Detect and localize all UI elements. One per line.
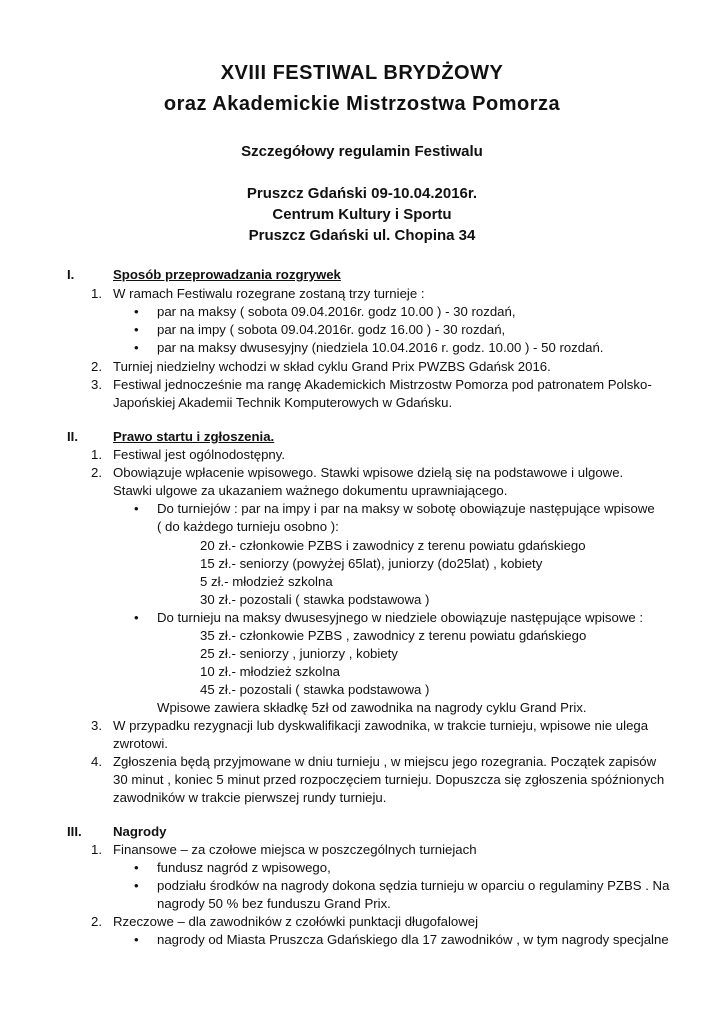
- list-number: 3.: [91, 377, 102, 392]
- list-item: Zgłoszenia będą przyjmowane w dniu turnieju , w miejscu jego rozegrania. Początek zapisów: [113, 754, 657, 769]
- bullet-icon: •: [134, 304, 139, 319]
- list-item-continuation: zwrotowi.: [113, 736, 168, 751]
- section-number: I.: [67, 267, 75, 282]
- list-item-continuation: zawodników w trakcie pierwszej rundy turnieju.: [113, 790, 387, 805]
- section-number: II.: [67, 429, 78, 444]
- list-item: Do turniejów : par na impy i par na maksy w sobotę obowiązuje następujące wpisowe: [157, 501, 655, 516]
- list-item: Do turnieju na maksy dwusesyjnego w niedziele obowiązuje następujące wpisowe :: [157, 610, 644, 625]
- list-number: 2.: [91, 359, 102, 374]
- fee-note: Wpisowe zawiera składkę 5zł od zawodnika na nagrody cyklu Grand Prix.: [157, 700, 587, 715]
- list-number: 2.: [91, 465, 102, 480]
- list-item: Turniej niedzielny wchodzi w skład cyklu Grand Prix PWZBS Gdańsk 2016.: [113, 359, 551, 374]
- bullet-icon: •: [134, 340, 139, 355]
- section-heading: Sposób przeprowadzania rozgrywek: [113, 267, 341, 282]
- fee-line: 20 zł.- członkowie PZBS i zawodnicy z terenu powiatu gdańskiego: [200, 538, 586, 553]
- venue-date: Pruszcz Gdański 09-10.04.2016r.: [246, 185, 478, 202]
- fee-line: 35 zł.- członkowie PZBS , zawodnicy z terenu powiatu gdańskiego: [200, 628, 587, 643]
- fee-line: 45 zł.- pozostali ( stawka podstawowa ): [200, 682, 430, 697]
- list-item: par na maksy dwusesyjny (niedziela 10.04.2016 r. godz. 10.00 ) - 50 rozdań.: [157, 340, 604, 355]
- list-number: 1.: [91, 842, 102, 857]
- list-item: par na maksy ( sobota 09.04.2016r. godz 10.00 ) - 30 rozdań,: [157, 304, 516, 319]
- fee-line: 30 zł.- pozostali ( stawka podstawowa ): [200, 592, 430, 607]
- list-item: Rzeczowe – dla zawodników z czołówki punktacji długofalowej: [113, 914, 479, 929]
- fee-line: 10 zł.- młodzież szkolna: [200, 664, 340, 679]
- bullet-icon: •: [134, 610, 139, 625]
- list-item: nagrody od Miasta Pruszcza Gdańskiego dla 17 zawodników , w tym nagrody specjalne: [157, 932, 669, 947]
- list-item: par na impy ( sobota 09.04.2016r. godz 16.00 ) - 30 rozdań,: [157, 322, 506, 337]
- list-item: Finansowe – za czołowe miejsca w poszczególnych turniejach: [113, 842, 477, 857]
- list-item-continuation: Japońskiej Akademii Technik Komputerowych w Gdańsku.: [113, 395, 453, 410]
- list-number: 4.: [91, 754, 102, 769]
- bullet-icon: •: [134, 501, 139, 516]
- list-item: W przypadku rezygnacji lub dyskwalifikacji zawodnika, w trakcie turnieju, wpisowe nie ulega: [113, 718, 649, 733]
- list-item: W ramach Festiwalu rozegrane zostaną trzy turnieje :: [113, 286, 425, 301]
- venue-name: Centrum Kultury i Sportu: [272, 206, 452, 223]
- list-item: Festiwal jednocześnie ma rangę Akademickich Mistrzostw Pomorza pod patronatem Polsko-: [113, 377, 652, 392]
- list-item: fundusz nagród z wpisowego,: [157, 860, 331, 875]
- list-item-continuation: Stawki ulgowe za ukazaniem ważnego dokumentu uprawniającego.: [113, 483, 508, 498]
- list-number: 1.: [91, 286, 102, 301]
- list-item-continuation: 30 minut , koniec 5 minut przed rozpoczęciem turnieju. Dopuszcza się zgłoszenia spóźnionych: [113, 772, 665, 787]
- list-number: 3.: [91, 718, 102, 733]
- bullet-icon: •: [134, 932, 139, 947]
- bullet-icon: •: [134, 322, 139, 337]
- document-title: XVIII FESTIWAL BRYDŻOWY: [220, 62, 504, 84]
- document-title-line2: oraz Akademickie Mistrzostwa Pomorza: [163, 93, 561, 115]
- document-subtitle: Szczegółowy regulamin Festiwalu: [241, 143, 483, 160]
- section-heading: Nagrody: [113, 824, 167, 839]
- bullet-icon: •: [134, 878, 139, 893]
- fee-line: 15 zł.- seniorzy (powyżej 65lat), juniorzy (do25lat) , kobiety: [200, 556, 543, 571]
- list-item: podziału środków na nagrody dokona sędzia turnieju w oparciu o regulaminy PZBS . Na: [157, 878, 670, 893]
- list-item-continuation: ( do każdego turnieju osobno ):: [157, 519, 339, 534]
- bullet-icon: •: [134, 860, 139, 875]
- fee-line: 5 zł.- młodzież szkolna: [200, 574, 333, 589]
- list-number: 2.: [91, 914, 102, 929]
- fee-line: 25 zł.- seniorzy , juniorzy , kobiety: [200, 646, 398, 661]
- venue-address: Pruszcz Gdański ul. Chopina 34: [248, 227, 476, 244]
- list-item-continuation: nagrody 50 % bez funduszu Grand Prix.: [157, 896, 391, 911]
- list-item: Obowiązuje wpłacenie wpisowego. Stawki wpisowe dzielą się na podstawowe i ulgowe.: [113, 465, 624, 480]
- section-number: III.: [67, 824, 82, 839]
- list-item: Festiwal jest ogólnodostępny.: [113, 447, 286, 462]
- section-heading: Prawo startu i zgłoszenia.: [113, 429, 275, 444]
- list-number: 1.: [91, 447, 102, 462]
